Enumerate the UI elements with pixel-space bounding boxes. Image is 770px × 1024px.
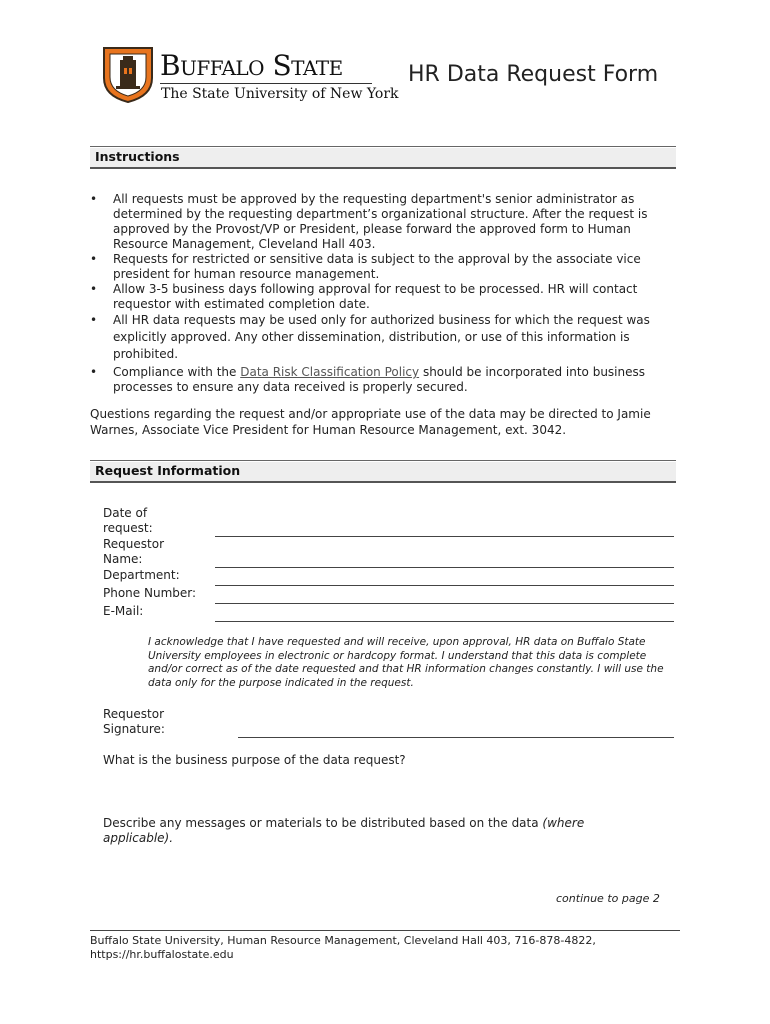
materials-note: (where applicable). bbox=[103, 816, 585, 845]
footer-address: Buffalo State University, Human Resource Management, Cleveland Hall 403, 716-878-4822, bbox=[90, 934, 596, 947]
continue-note: continue to page 2 bbox=[556, 892, 660, 905]
brand-name: Buffalo State bbox=[160, 49, 343, 82]
email-label: E-Mail: bbox=[103, 604, 144, 618]
questions-paragraph: Questions regarding the request and/or appropriate use of the data may be directed to Jamie Warnes, Associate Vice President for Human Resource Management, ext. 3042. bbox=[90, 407, 651, 437]
data-risk-policy-link[interactable]: Data Risk Classification Policy bbox=[240, 365, 420, 379]
footer-url[interactable]: https://hr.buffalostate.edu bbox=[90, 948, 234, 961]
instructions-list bbox=[90, 192, 680, 395]
list-item: • All HR data requests may be used only for authorized business for which the request was explicitly approved. Any other dissemination, distribution, or use of this information is prohibited. bbox=[90, 312, 680, 363]
footer-divider bbox=[90, 930, 680, 931]
business-purpose-question: What is the business purpose of the data request? bbox=[103, 753, 406, 767]
list-item: • All requests must be approved by the requesting department's senior administrator as determined by the requesting department’s organizational structure. After the request is approved by the Provost/VP or President, please forward the approved form to Human Resource Management, Cleveland Hall 403. bbox=[90, 192, 680, 252]
requestor-name-field[interactable] bbox=[215, 567, 674, 568]
university-seal-logo bbox=[100, 44, 156, 104]
compliance-prefix: Compliance with the bbox=[113, 365, 241, 379]
email-field[interactable] bbox=[215, 621, 674, 622]
date-label: Date of request: bbox=[103, 506, 153, 535]
form-title: HR Data Request Form bbox=[408, 62, 659, 87]
acknowledgement-text: I acknowledge that I have requested and will receive, upon approval, HR data on Buffalo State University employees in electronic or hardcopy format. I understand that this data is complete and/or correct as of the date requested and that HR information changes constantly. I will use the data only for the purpose indicated in the request. bbox=[148, 636, 664, 689]
department-label: Department: bbox=[103, 568, 180, 582]
footer bbox=[90, 934, 680, 962]
brand-subtitle: The State University of New York bbox=[161, 86, 399, 102]
brand-divider bbox=[160, 83, 372, 84]
date-field[interactable] bbox=[215, 536, 674, 537]
signature-label: Requestor Signature: bbox=[103, 707, 165, 736]
section-top-rule bbox=[90, 460, 676, 461]
instructions-heading: Instructions bbox=[95, 149, 180, 164]
list-item bbox=[90, 365, 680, 395]
instructions-section-header bbox=[90, 148, 676, 169]
phone-label: Phone Number: bbox=[103, 586, 197, 600]
list-item: • Allow 3-5 business days following approval for request to be processed. HR will contact requestor with estimated completion date. bbox=[90, 282, 680, 312]
requestor-name-label: Requestor Name: bbox=[103, 537, 165, 566]
list-item: • Requests for restricted or sensitive data is subject to the approval by the associate vice president for human resource management. bbox=[90, 252, 680, 282]
phone-field[interactable] bbox=[215, 603, 674, 604]
section-top-rule bbox=[90, 146, 676, 147]
department-field[interactable] bbox=[215, 585, 674, 586]
request-info-heading: Request Information bbox=[95, 463, 241, 478]
request-info-section-header bbox=[90, 462, 676, 483]
materials-question: Describe any messages or materials to be distributed based on the data (where applicable). bbox=[103, 816, 585, 845]
signature-field[interactable] bbox=[238, 737, 674, 738]
compliance-suffix: should be incorporated into business processes to ensure any data received is properly secured. bbox=[113, 365, 646, 394]
